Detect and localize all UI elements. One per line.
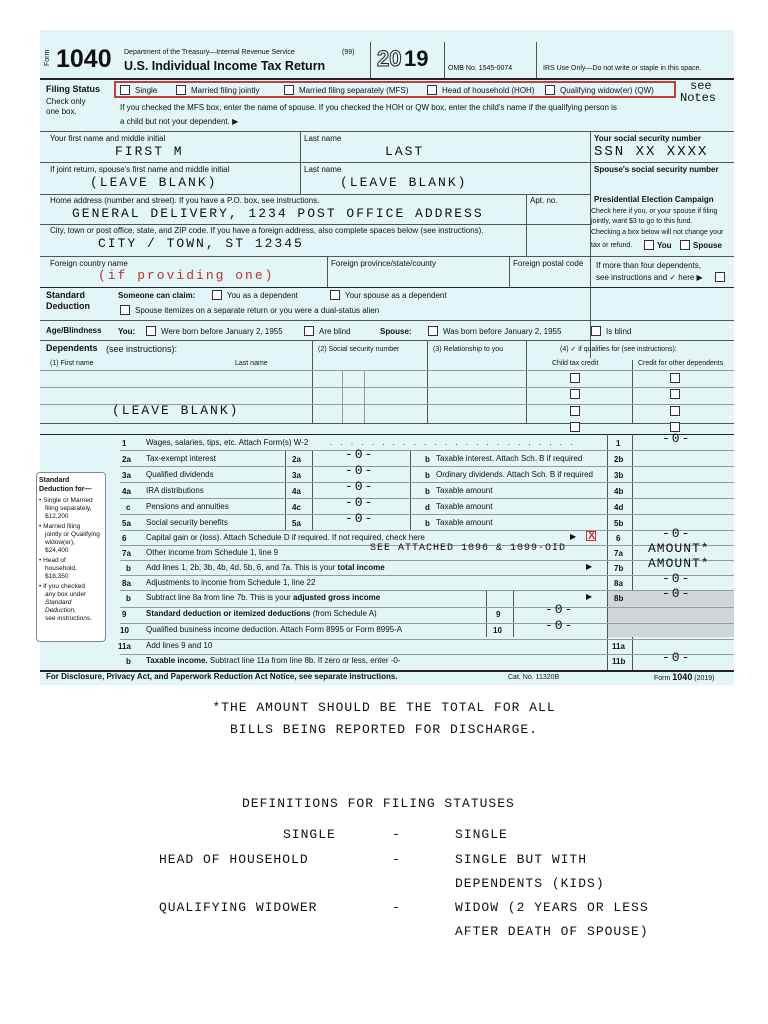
standard-label2: Deduction [46, 301, 90, 311]
pec-title: Presidential Election Campaign [594, 195, 714, 204]
line-4b-num: b [425, 487, 430, 496]
dependents-label: Dependents [46, 343, 98, 353]
line-2a-value: -0- [345, 447, 375, 462]
line-11a-box: 11a [612, 642, 625, 651]
line-10-value: -0- [545, 618, 575, 633]
capital-gain-check-mark: X [588, 530, 596, 542]
foreign-country-value: (if providing one) [98, 268, 275, 283]
sidebar-line: • If you checked [39, 583, 85, 590]
dep-col-qualifies: (4) ✓ if qualifies for (see instructions): [560, 346, 677, 353]
arrow-icon: ▶ [570, 532, 577, 541]
sidebar-line: see instructions. [45, 615, 92, 622]
spouse-itemizes: Spouse itemizes on a separate return or you were a dual-status alien [135, 306, 380, 315]
checkbox-head-of-household[interactable] [427, 85, 437, 95]
line-9-text: Standard deduction or itemized deductions (from Schedule A) [146, 609, 377, 618]
checkbox-dep3-other[interactable] [670, 406, 680, 416]
checkbox-single[interactable] [120, 85, 130, 95]
spouse-blind: Is blind [606, 327, 632, 336]
def-term: HEAD OF HOUSEHOLD [159, 852, 309, 867]
checkbox-you-blind[interactable] [304, 326, 314, 336]
line-1-num: 1 [122, 439, 127, 448]
line-11b-num: b [126, 657, 131, 666]
line-5a-box: 5a [292, 519, 301, 528]
line-6-num: 6 [122, 534, 127, 543]
line-4a-text: IRA distributions [146, 486, 204, 495]
filing-status-sub1: Check only [46, 97, 86, 106]
line-5b-num: b [425, 519, 430, 528]
def-text: SINGLE BUT WITH [455, 852, 588, 867]
line-1-text: Wages, salaries, tips, etc. Attach Form(s) W-2 [146, 438, 309, 447]
line-8a-text: Adjustments to income from Schedule 1, line 22 [146, 578, 316, 587]
def-text: SINGLE [455, 827, 508, 842]
line-3a-box: 3a [292, 471, 301, 480]
home-address-value: GENERAL DELIVERY, 1234 POST OFFICE ADDRESS [72, 206, 484, 221]
year-bold: 19 [404, 46, 429, 71]
note-line-1: *THE AMOUNT SHOULD BE THE TOTAL FOR ALL [212, 700, 556, 715]
line-2a-text: Tax-exempt interest [146, 454, 216, 463]
line-3a-text: Qualified dividends [146, 470, 214, 479]
checkbox-married-jointly[interactable] [176, 85, 186, 95]
line-2a-box: 2a [292, 455, 301, 464]
foreign-country-label: Foreign country name [50, 259, 128, 268]
spouse-as-dependent: Your spouse as a dependent [345, 291, 447, 300]
dep-col-ssn: (2) Social security number [318, 346, 400, 353]
line-7a-box: 7a [614, 549, 623, 558]
checkbox-spouse-itemizes[interactable] [120, 305, 130, 315]
line-11a-text: Add lines 9 and 10 [146, 641, 213, 650]
you-born-before: Were born before January 2, 1955 [161, 327, 283, 336]
line-8a-num: 8a [122, 579, 131, 588]
ssn-label: Your social security number [594, 134, 701, 143]
age-you: You: [118, 327, 136, 336]
someone-can-claim: Someone can claim: [118, 291, 196, 300]
spouse-ssn-label: Spouse's social security number [594, 165, 719, 174]
filing-status-note1: If you checked the MFS box, enter the name of spouse. If you checked the HOH or QW box, enter the child's name if the qualifying person is [120, 103, 617, 112]
checkbox-spouse-born[interactable] [428, 326, 438, 336]
city-label: City, town or post office, state, and ZIP code. If you have a foreign address, also complete spaces below (see instructions). [50, 226, 484, 235]
sidebar-line: • Married filing [39, 523, 81, 530]
sidebar-line: any box under [45, 591, 87, 598]
spouse-last-value: (LEAVE BLANK) [340, 175, 468, 190]
line-2b-box: 2b [614, 455, 624, 464]
line-2b-num: b [425, 455, 430, 464]
checkbox-you-dependent[interactable] [212, 290, 222, 300]
def-text: DEPENDENTS (KIDS) [455, 876, 605, 891]
pec-you: You [657, 241, 672, 250]
form-title: U.S. Individual Income Tax Return [124, 59, 326, 73]
sidebar-line: jointly or Qualifying [45, 531, 100, 538]
line-7b-num: b [126, 564, 131, 573]
line-7b-value: AMOUNT* [648, 556, 710, 571]
line-7a-text: Other income from Schedule 1, line 9 [146, 548, 279, 557]
line-4d-box: 4d [614, 503, 624, 512]
line-5a-text: Social security benefits [146, 518, 228, 527]
filing-status-note2: a child but not your dependent. ▶ [120, 117, 239, 126]
sidebar-line: Deduction, [45, 607, 77, 614]
line-11b-text: Taxable income. Subtract line 11a from line 8b. If zero or less, enter -0- [146, 656, 401, 665]
option-qualifying-widower: Qualifying widow(er) (QW) [560, 86, 654, 95]
checkbox-married-separately[interactable] [284, 85, 294, 95]
line-7a-num: 7a [122, 549, 131, 558]
line-6-value: -0- [662, 526, 692, 541]
line-4b-text: Taxable amount [436, 486, 493, 495]
option-head-of-household: Head of household (HOH) [442, 86, 535, 95]
year-outline: 20 [377, 46, 402, 71]
first-name-value: FIRST M [115, 144, 184, 159]
definitions-title: DEFINITIONS FOR FILING STATUSES [242, 796, 515, 811]
line-10-text: Qualified business income deduction. Attach Form 8995 or Form 8995-A [146, 625, 403, 634]
sidebar-line: • Single or Married [39, 497, 93, 504]
standard-deduction-sidebar [36, 472, 106, 642]
irs-use-only: IRS Use Only—Do not write or staple in this space. [543, 65, 702, 72]
line-9-value: -0- [545, 602, 575, 617]
line-7a-value: AMOUNT* [648, 541, 710, 556]
dependents-value: (LEAVE BLANK) [112, 403, 240, 418]
you-blind: Are blind [319, 327, 351, 336]
four-dependents-line1: If more than four dependents, [596, 261, 701, 270]
line-4c-value: -0- [345, 495, 375, 510]
filing-status-sub2: one box. [46, 107, 77, 116]
pec-line1: Check here if you, or your spouse if filing [591, 208, 718, 215]
last-name-label: Last name [304, 134, 342, 143]
checkbox-dep3-child[interactable] [570, 406, 580, 416]
checkbox-pec-spouse[interactable] [680, 240, 690, 250]
dependents-see: (see instructions): [106, 344, 178, 354]
line-4c-box: 4c [292, 503, 301, 512]
standard-label1: Standard [46, 290, 86, 300]
line-3a-value: -0- [345, 463, 375, 478]
home-address-label: Home address (number and street). If you have a P.O. box, see instructions. [50, 196, 320, 205]
dep-col-first: (1) First name [50, 360, 94, 367]
spouse-name-value: (LEAVE BLANK) [90, 175, 218, 190]
first-name-label: Your first name and middle initial [50, 134, 166, 143]
sidebar-title2: Deduction for— [39, 486, 92, 493]
checkbox-spouse-blind[interactable] [591, 326, 601, 336]
sidebar-line: $24,400 [45, 547, 69, 554]
footer-form: Form 1040 (2019) [654, 672, 715, 682]
line-9-num: 9 [122, 610, 127, 619]
line-3a-num: 3a [122, 471, 131, 480]
line-1-value: -0- [662, 431, 692, 446]
filing-status-label: Filing Status [46, 84, 100, 94]
checkbox-spouse-dependent[interactable] [330, 290, 340, 300]
checkbox-dep4-child[interactable] [570, 422, 580, 432]
foreign-province-label: Foreign province/state/county [331, 259, 436, 268]
line-6-text: Capital gain or (loss). Attach Schedule D if required. If not required, check here [146, 533, 425, 542]
line-7b-box: 7b [614, 564, 624, 573]
ssn-value: SSN XX XXXX [594, 144, 709, 160]
line-6-box: 6 [616, 534, 621, 543]
pec-spouse: Spouse [693, 241, 722, 250]
note-line-2: BILLS BEING REPORTED FOR DISCHARGE. [229, 722, 539, 737]
line-2a-num: 2a [122, 455, 131, 464]
you-as-dependent: You as a dependent [227, 291, 298, 300]
arrow-icon: ▶ [586, 562, 593, 571]
sidebar-line: Standard [45, 599, 72, 606]
footer-cat-no: Cat. No. 11320B [508, 674, 560, 681]
line-4c-text: Pensions and annuities [146, 502, 229, 511]
see-notes-notes: Notes [680, 91, 717, 105]
line-7a-attached: SEE ATTACHED 1096 & 1099-OID [370, 543, 567, 554]
department: Department of the Treasury—Internal Revenue Service [124, 49, 295, 56]
line-1-box: 1 [616, 439, 621, 448]
def-text: AFTER DEATH OF SPOUSE) [455, 924, 649, 939]
line-4d-num: d [425, 503, 430, 512]
sidebar-title1: Standard [39, 477, 70, 484]
checkbox-qualifying-widower[interactable] [545, 85, 555, 95]
line-2b-text: Taxable interest. Attach Sch. B if required [436, 454, 583, 463]
line-3b-box: 3b [614, 471, 624, 480]
spouse-name-label: If joint return, spouse's first name and middle initial [50, 165, 230, 174]
age-spouse: Spouse: [380, 327, 412, 336]
def-dash: - [392, 827, 401, 842]
age-blindness-label: Age/Blindness [46, 326, 102, 335]
foreign-postal-label: Foreign postal code [513, 259, 584, 268]
option-married-jointly: Married filing jointly [191, 86, 260, 95]
line-4b-box: 4b [614, 487, 624, 496]
def-text: WIDOW (2 YEARS OR LESS [455, 900, 649, 915]
footer-disclosure: For Disclosure, Privacy Act, and Paperwork Reduction Act Notice, see separate instructions. [46, 672, 398, 681]
dep-col-last: Last name [235, 360, 268, 367]
form-code: (99) [342, 49, 355, 56]
line-5b-box: 5b [614, 519, 624, 528]
last-name-value: LAST [385, 144, 425, 159]
sidebar-line: $12,200 [45, 513, 69, 520]
line-4a-num: 4a [122, 487, 131, 496]
checkbox-dep1-child[interactable] [570, 373, 580, 383]
spouse-born-before: Was born before January 2, 1955 [443, 327, 562, 336]
checkbox-pec-you[interactable] [644, 240, 654, 250]
dep-col-other-credit: Credit for other dependents [638, 360, 724, 367]
sidebar-line: $18,350 [45, 573, 69, 580]
form-word: Form [44, 49, 51, 66]
form-number: 1040 [56, 45, 112, 73]
line-10-box: 10 [493, 626, 502, 635]
def-term: QUALIFYING WIDOWER [159, 900, 318, 915]
line-4a-box: 4a [292, 487, 301, 496]
line-4c-num: c [126, 503, 131, 512]
line-8b-text: Subtract line 8a from line 7b. This is your adjusted gross income [146, 593, 381, 602]
line-11b-box: 11b [612, 657, 626, 666]
line-7b-text: Add lines 1, 2b, 3b, 4b, 4d, 5b, 6, and 7a. This is your total income [146, 563, 385, 572]
line-5b-text: Taxable amount [436, 518, 493, 527]
line-8b-num: b [126, 594, 131, 603]
apt-label: Apt. no. [530, 196, 558, 205]
sidebar-line: household, [45, 565, 77, 572]
sidebar-line: widow(er), [45, 539, 75, 546]
city-value: CITY / TOWN, ST 12345 [98, 236, 304, 251]
option-single: Single [135, 86, 158, 95]
line-8b-box: 8b [614, 594, 624, 603]
checkbox-dep1-other[interactable] [670, 373, 680, 383]
def-term: SINGLE [283, 827, 336, 842]
def-dash: - [392, 900, 401, 915]
pec-line3: Checking a box below will not change your [591, 229, 724, 236]
line-3b-num: b [425, 471, 430, 480]
checkbox-four-dependents[interactable] [715, 272, 725, 282]
line-11b-value: -0- [662, 650, 692, 665]
line-5a-num: 5a [122, 519, 131, 528]
def-dash: - [392, 852, 401, 867]
sidebar-line: filing separately, [45, 505, 92, 512]
line-9-box: 9 [496, 610, 501, 619]
line-4d-text: Taxable amount [436, 502, 493, 511]
line-8a-value: -0- [662, 571, 692, 586]
omb-number: OMB No. 1545-0074 [448, 65, 513, 72]
four-dependents-line2: see instructions and ✓ here ▶ [596, 273, 703, 282]
line-8a-box: 8a [614, 579, 623, 588]
leader-dots: . . . . . . . . . . . . . . . . . . . . . . . . [330, 438, 576, 447]
checkbox-dep2-child[interactable] [570, 389, 580, 399]
pec-line4: tax or refund. [591, 242, 633, 249]
dep-col-child-credit: Child tax credit [552, 360, 599, 367]
form-1040 [40, 30, 734, 685]
dep-col-relationship: (3) Relationship to you [433, 346, 504, 353]
arrow-icon: ▶ [586, 592, 593, 601]
pec-line2: jointly, want $3 to go to this fund. [591, 218, 693, 225]
line-3b-text: Ordinary dividends. Attach Sch. B if required [436, 470, 593, 479]
line-4a-value: -0- [345, 479, 375, 494]
sidebar-line: • Head of [39, 557, 66, 564]
checkbox-dep2-other[interactable] [670, 389, 680, 399]
see-notes-see: see [690, 79, 712, 93]
line-5a-value: -0- [345, 511, 375, 526]
line-10-num: 10 [120, 626, 129, 635]
option-married-separately: Married filing separately (MFS) [299, 86, 409, 95]
line-8b-value: -0- [662, 586, 692, 601]
spouse-last-label: Last name [304, 165, 342, 174]
line-11a-num: 11a [118, 642, 131, 651]
checkbox-you-born[interactable] [146, 326, 156, 336]
